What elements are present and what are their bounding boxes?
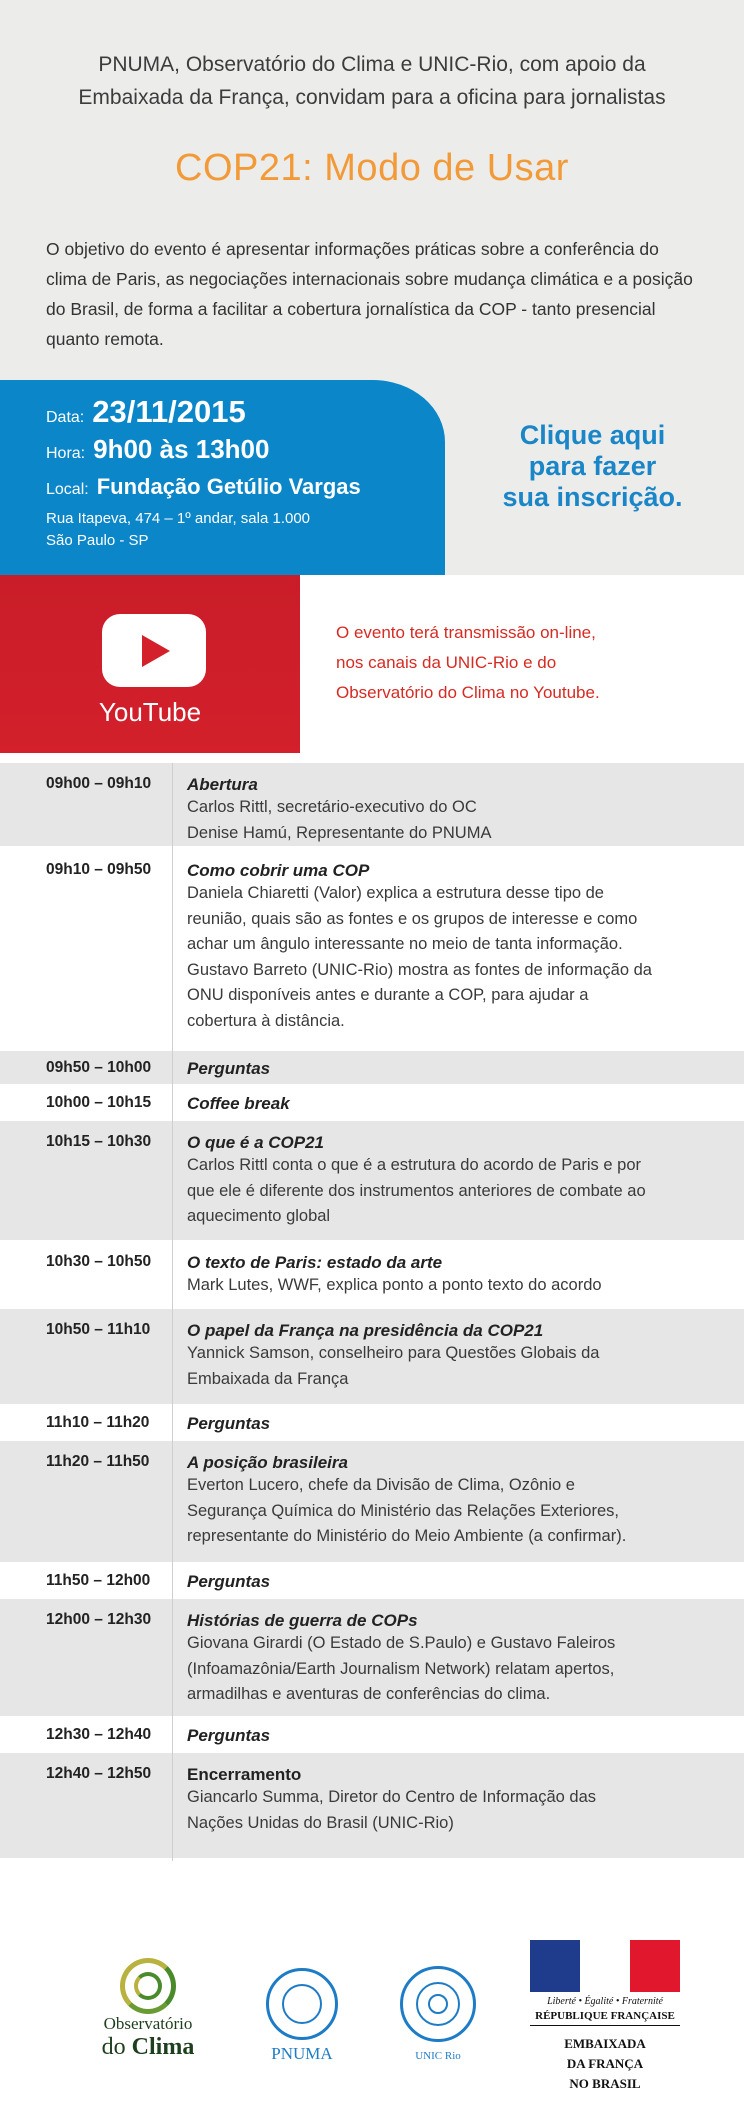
schedule-title: Perguntas <box>187 1726 271 1745</box>
schedule-description-line: cobertura à distância. <box>187 1011 345 1030</box>
schedule-content <box>172 1094 744 1118</box>
unic-logo-text: UNIC Rio <box>415 2050 461 2062</box>
youtube-play-icon <box>102 614 206 687</box>
schedule-content <box>172 1453 744 1562</box>
schedule-time: 10h50 – 11h10 <box>46 1321 151 1338</box>
fr-motto: Liberté • Égalité • Fraternité <box>547 1996 663 2007</box>
event-hour: 9h00 às 13h00 <box>93 434 270 464</box>
schedule-row <box>0 1309 744 1407</box>
pnuma-logo-text: PNUMA <box>271 2044 333 2063</box>
schedule-description-line: Embaixada da França <box>187 1369 349 1388</box>
schedule-time: 11h20 – 11h50 <box>46 1453 150 1470</box>
youtube-wordmark: YouTube <box>98 697 202 727</box>
schedule-time: 12h40 – 12h50 <box>46 1765 152 1782</box>
schedule-title: Coffee break <box>187 1094 290 1113</box>
schedule <box>0 753 744 1887</box>
schedule-title: A posição brasileira <box>187 1453 348 1472</box>
observatorio-do-clima-logo <box>82 1958 214 2068</box>
schedule-row <box>0 1243 744 1309</box>
schedule-description-line: Segurança Química do Ministério das Relações Exteriores, <box>187 1501 619 1520</box>
youtube-band <box>0 575 744 753</box>
schedule-description-line: (Infoamazônia/Earth Journalism Network) relatam apertos, <box>187 1659 615 1678</box>
sponsor-logos <box>0 1918 744 2128</box>
schedule-description-line: Carlos Rittl, secretário-executivo do OC <box>187 798 477 816</box>
schedule-description-line: Everton Lucero, chefe da Divisão de Clima, Ozônio e <box>187 1476 575 1494</box>
youtube-note-line: O evento terá transmissão on-line, <box>336 623 596 642</box>
schedule-title: Perguntas <box>187 1572 271 1591</box>
register-link-line1: Clique aqui <box>519 420 666 450</box>
event-date: 23/11/2015 <box>92 394 246 429</box>
schedule-content <box>172 1253 744 1306</box>
schedule-description-line: ONU disponíveis antes e durante a COP, para ajudar a <box>187 986 589 1005</box>
schedule-content <box>172 1321 744 1404</box>
event-title: COP21: Modo de Usar <box>175 147 569 189</box>
fr-republique: RÉPUBLIQUE FRANÇAISE <box>530 2010 680 2026</box>
fr-embassy-text: EMBAIXADA DA FRANÇA NO BRASIL <box>564 2036 646 2091</box>
register-link-line3: sua inscrição. <box>502 482 683 512</box>
schedule-description-line: Nações Unidas do Brasil (UNIC-Rio) <box>187 1813 454 1832</box>
schedule-time: 09h10 – 09h50 <box>46 861 152 878</box>
schedule-title: Como cobrir uma COP <box>187 861 370 880</box>
schedule-title: O que é a COP21 <box>187 1133 324 1152</box>
schedule-title: Perguntas <box>187 1059 271 1078</box>
schedule-row <box>0 1051 744 1087</box>
date-label: Data: <box>46 409 85 426</box>
schedule-row <box>0 1407 744 1441</box>
schedule-content <box>172 1133 744 1240</box>
schedule-time: 12h30 – 12h40 <box>46 1726 152 1743</box>
schedule-row <box>0 1121 744 1243</box>
schedule-description-line: reunião, quais são as fontes e os grupos de interesse e como <box>187 909 638 928</box>
schedule-description-line: Mark Lutes, WWF, explica ponto a ponto texto do acordo <box>187 1276 602 1294</box>
schedule-description-line: representante do Ministério do Meio Ambiente (a confirmar). <box>187 1527 627 1546</box>
schedule-description-line: Giancarlo Summa, Diretor do Centro de Informação das <box>187 1788 597 1806</box>
pnuma-logo <box>262 1968 342 2068</box>
event-description: O objetivo do evento é apresentar informações práticas sobre a conferência do clima de Paris, as negociações internacionais sobre mudança climática e a posição do Brasil, de forma a facilitar a cobertura jornalística da COP - tanto presencial quanto remota. <box>46 239 693 349</box>
schedule-description-line: aquecimento global <box>187 1207 331 1226</box>
local-label: Local: <box>46 481 89 498</box>
event-info-panel <box>0 380 445 575</box>
schedule-content <box>172 1059 744 1084</box>
schedule-row <box>0 1087 744 1121</box>
youtube-streaming-note <box>300 575 600 753</box>
schedule-row <box>0 1565 744 1599</box>
oc-logo-text2: do Clima <box>101 2034 195 2060</box>
youtube-logo-panel[interactable] <box>0 575 300 753</box>
schedule-content <box>172 1572 744 1596</box>
schedule-time: 11h50 – 12h00 <box>46 1572 151 1589</box>
schedule-content <box>172 1726 744 1750</box>
schedule-content <box>172 861 744 1048</box>
embaixada-franca-logo <box>530 1940 680 2110</box>
register-link[interactable] <box>470 420 715 513</box>
youtube-note-line: Observatório do Clima no Youtube. <box>336 683 600 702</box>
schedule-time: 11h10 – 11h20 <box>46 1414 150 1431</box>
schedule-title: Abertura <box>187 775 258 794</box>
schedule-description-line: Daniela Chiaretti (Valor) explica a estrutura desse tipo de <box>187 884 604 902</box>
youtube-note-line: nos canais da UNIC-Rio e do <box>336 653 557 672</box>
schedule-title: Histórias de guerra de COPs <box>187 1611 418 1630</box>
schedule-time: 09h50 – 10h00 <box>46 1059 152 1076</box>
event-venue: Fundação Getúlio Vargas <box>96 474 361 499</box>
schedule-content <box>172 775 744 846</box>
schedule-time: 09h00 – 09h10 <box>46 775 152 792</box>
schedule-description-line: armadilhas e aventuras de conferências do clima. <box>187 1685 551 1704</box>
hour-label: Hora: <box>46 445 86 462</box>
schedule-time: 10h30 – 10h50 <box>46 1253 152 1270</box>
schedule-title: O papel da França na presidência da COP21 <box>187 1321 544 1340</box>
schedule-description-line: Denise Hamú, Representante do PNUMA <box>187 823 492 842</box>
schedule-description-line: achar um ângulo interessante no meio de tanta informação. <box>187 935 623 954</box>
schedule-title: O texto de Paris: estado da arte <box>187 1253 443 1272</box>
schedule-time: 12h00 – 12h30 <box>46 1611 152 1628</box>
venue-address-line2: São Paulo - SP <box>46 532 149 549</box>
schedule-row <box>0 1719 744 1753</box>
schedule-title: Perguntas <box>187 1414 271 1433</box>
unic-rio-logo <box>394 1966 478 2066</box>
schedule-content <box>172 1765 744 1858</box>
header <box>0 0 744 380</box>
schedule-description-line: Carlos Rittl conta o que é a estrutura do acordo de Paris e por <box>187 1156 641 1174</box>
schedule-row <box>0 849 744 1051</box>
schedule-time: 10h00 – 10h15 <box>46 1094 152 1111</box>
invitation-intro: PNUMA, Observatório do Clima e UNIC-Rio, com apoio da Embaixada da França, convidam para a oficina para jornalistas <box>78 53 666 109</box>
register-link-line2: para fazer <box>528 451 657 481</box>
schedule-row <box>0 763 744 849</box>
oc-logo-text: Observatório <box>103 2014 193 2033</box>
schedule-row <box>0 1599 744 1719</box>
schedule-description-line: Yannick Samson, conselheiro para Questões Globais da <box>187 1344 600 1362</box>
schedule-description-line: que ele é diferente dos instrumentos anteriores de combate ao <box>187 1181 646 1200</box>
schedule-title: Encerramento <box>187 1765 302 1784</box>
schedule-content <box>172 1611 744 1716</box>
venue-address-line1: Rua Itapeva, 474 – 1º andar, sala 1.000 <box>46 510 311 527</box>
schedule-content <box>172 1414 744 1438</box>
schedule-row <box>0 1441 744 1565</box>
schedule-divider <box>172 763 173 1861</box>
schedule-description-line: Gustavo Barreto (UNIC-Rio) mostra as fontes de informação da <box>187 960 652 979</box>
event-info-band <box>0 380 744 575</box>
schedule-row <box>0 1753 744 1861</box>
schedule-time: 10h15 – 10h30 <box>46 1133 152 1150</box>
french-flag-icon <box>530 1940 680 1992</box>
schedule-description-line: Giovana Girardi (O Estado de S.Paulo) e Gustavo Faleiros <box>187 1634 616 1652</box>
